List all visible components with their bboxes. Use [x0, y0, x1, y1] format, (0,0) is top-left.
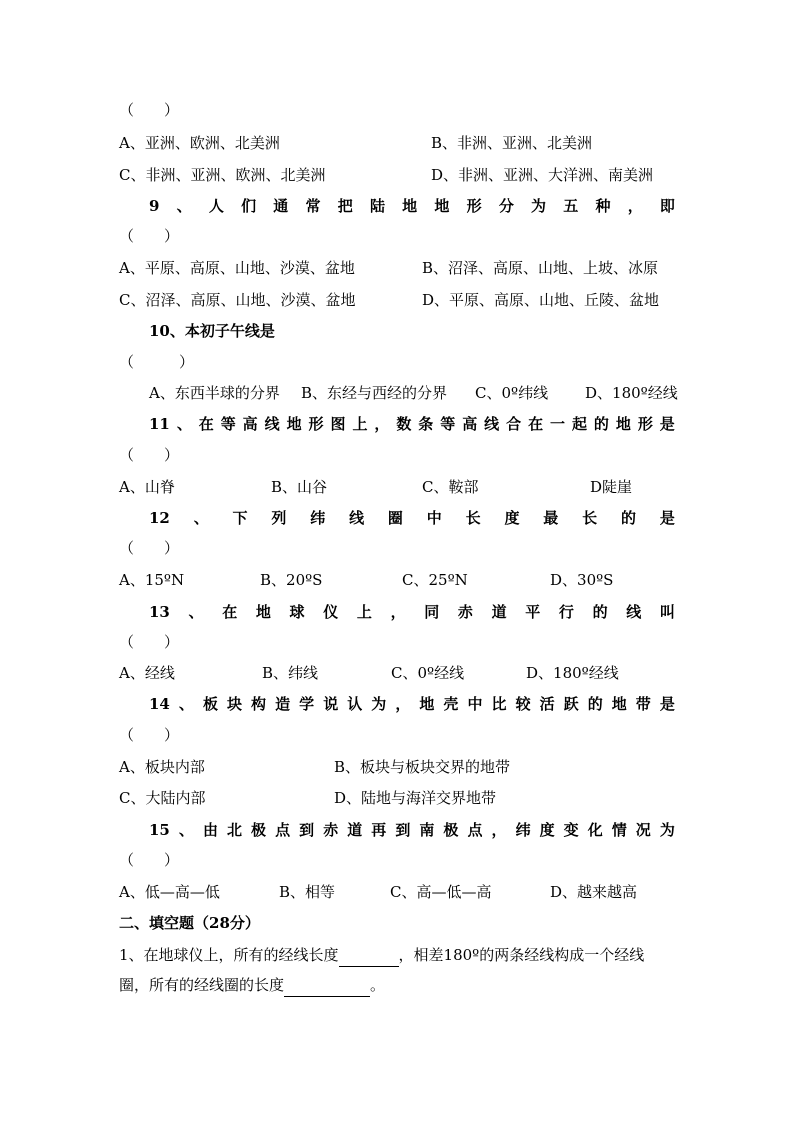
stem-char: 地 — [255, 603, 271, 621]
stem-char: 形 — [637, 415, 653, 433]
stem-char: 板 — [202, 695, 218, 713]
stem-char: 12 — [149, 509, 170, 527]
stem-char: 造 — [275, 695, 291, 713]
stem-char: 的 — [587, 695, 603, 713]
stem-char: 15 — [149, 821, 170, 839]
q10-stem: 10、本初子午线是 — [149, 322, 275, 340]
stem-char: 变 — [563, 821, 579, 839]
stem-char: 说 — [323, 695, 339, 713]
stem-char: 中 — [426, 509, 442, 527]
q9-answer-paren: （ ） — [119, 227, 180, 245]
stem-char: 赤 — [457, 603, 473, 621]
fill-q1-line-2 — [119, 973, 675, 997]
stem-char: 、 — [193, 509, 209, 527]
stem-char: 北 — [227, 821, 243, 839]
stem-char: 高 — [462, 415, 478, 433]
stem-char: 情 — [611, 821, 627, 839]
stem-char: 比 — [491, 695, 507, 713]
stem-char: 下 — [232, 509, 248, 527]
stem-char: 中 — [467, 695, 483, 713]
q15-stem — [149, 818, 675, 842]
stem-char: 壳 — [443, 695, 459, 713]
stem-char: 认 — [347, 695, 363, 713]
stem-char: 、 — [188, 603, 204, 621]
q9-options-row-1 — [119, 256, 675, 280]
q15-option-a: A、低—高—低 — [119, 883, 220, 901]
q10-options-row — [149, 381, 678, 405]
stem-char: 、 — [176, 415, 192, 433]
q14-option-c: C、大陆内部 — [119, 789, 206, 807]
stem-char: 为 — [659, 821, 675, 839]
stem-char: 道 — [347, 821, 363, 839]
q8-option-a: A、亚洲、欧洲、北美洲 — [119, 134, 280, 152]
q14-option-a: A、板块内部 — [119, 758, 205, 776]
stem-char: 们 — [241, 197, 257, 215]
fill-q1-text-1: 1、在地球仪上，所有的经线长度 — [119, 946, 339, 964]
q14-option-b: B、板块与板块交界的地带 — [334, 758, 511, 776]
q9-option-a: A、平原、高原、山地、沙漠、盆地 — [119, 259, 355, 277]
q13-option-c: C、0º经线 — [391, 664, 465, 682]
stem-char: 在 — [198, 415, 214, 433]
q15-option-c: C、高—低—高 — [390, 883, 492, 901]
q10-option-b: B、东经与西经的分界 — [301, 384, 448, 402]
q13-option-a: A、经线 — [119, 664, 175, 682]
stem-char: 在 — [528, 415, 544, 433]
stem-char: 的 — [620, 509, 636, 527]
q8-option-c: C、非洲、亚洲、欧洲、北美洲 — [119, 166, 326, 184]
q12-options-row — [119, 568, 675, 592]
stem-char: 、 — [178, 695, 194, 713]
q11-option-c: C、鞍部 — [422, 478, 479, 496]
q8-options-row-2 — [119, 163, 675, 187]
stem-char: 高 — [242, 415, 258, 433]
q14-option-d: D、陆地与海洋交界地带 — [334, 789, 497, 807]
q12-option-c: C、25ºN — [402, 571, 468, 589]
stem-char: 行 — [558, 603, 574, 621]
stem-char: ， — [390, 603, 406, 621]
stem-char: 长 — [465, 509, 481, 527]
q10-option-a: A、东西半球的分界 — [149, 384, 280, 402]
stem-char: 上 — [352, 415, 368, 433]
stem-char: 构 — [251, 695, 267, 713]
q13-option-d: D、180º经线 — [526, 664, 619, 682]
stem-char: 列 — [271, 509, 287, 527]
stem-char: 数 — [396, 415, 412, 433]
q9-option-b: B、沼泽、高原、山地、上坡、冰原 — [422, 259, 659, 277]
q15-options-row — [119, 880, 675, 904]
stem-char: 道 — [491, 603, 507, 621]
stem-char: 化 — [587, 821, 603, 839]
q14-answer-paren: （ ） — [119, 726, 180, 744]
q11-option-d: D陡崖 — [590, 478, 633, 496]
stem-char: 点 — [467, 821, 483, 839]
stem-char: 地 — [615, 415, 631, 433]
section-2-heading: 二、填空题（28分） — [119, 914, 260, 932]
fill-q1-text-2: ，相差180º的两条经线构成一个经线 — [398, 946, 645, 964]
stem-char: 最 — [543, 509, 559, 527]
stem-char: 即 — [659, 197, 675, 215]
stem-char: 线 — [349, 509, 365, 527]
q14-stem — [149, 692, 675, 716]
q10-option-c: C、0º纬线 — [475, 384, 549, 402]
stem-char: 图 — [330, 415, 346, 433]
stem-char: 形 — [466, 197, 482, 215]
q13-option-b: B、纬线 — [262, 664, 319, 682]
stem-char: 由 — [202, 821, 218, 839]
stem-char: 再 — [371, 821, 387, 839]
stem-char: 极 — [251, 821, 267, 839]
stem-char: 人 — [208, 197, 224, 215]
q8-option-d: D、非洲、亚洲、大洋洲、南美洲 — [431, 166, 654, 184]
stem-char: 形 — [308, 415, 324, 433]
stem-char: ， — [491, 821, 507, 839]
stem-char: 度 — [539, 821, 555, 839]
stem-char: 线 — [626, 603, 642, 621]
stem-char: 把 — [337, 197, 353, 215]
q9-stem — [149, 194, 675, 218]
q8-answer-paren: （ ） — [119, 101, 180, 119]
stem-char: 、 — [178, 821, 194, 839]
stem-char: 线 — [264, 415, 280, 433]
stem-char: 、 — [176, 197, 192, 215]
stem-char: 条 — [418, 415, 434, 433]
stem-char: 是 — [659, 415, 675, 433]
stem-char: 是 — [659, 695, 675, 713]
stem-char: 陆 — [369, 197, 385, 215]
fill-q1-line-1 — [119, 943, 675, 967]
q11-option-a: A、山脊 — [119, 478, 175, 496]
fill-q1-blank-1[interactable] — [339, 948, 399, 967]
stem-char: 到 — [299, 821, 315, 839]
stem-char: ， — [627, 197, 643, 215]
stem-char: 地 — [402, 197, 418, 215]
q12-stem — [149, 506, 675, 530]
stem-char: 极 — [443, 821, 459, 839]
stem-char: 为 — [371, 695, 387, 713]
stem-char: 在 — [222, 603, 238, 621]
q12-option-a: A、15ºN — [119, 571, 185, 589]
q11-options-row — [119, 475, 675, 499]
q12-option-b: B、20ºS — [260, 571, 323, 589]
q15-answer-paren: （ ） — [119, 851, 180, 869]
stem-char: 圈 — [387, 509, 403, 527]
stem-char: 仪 — [323, 603, 339, 621]
stem-char: 长 — [582, 509, 598, 527]
q14-options-row-1 — [119, 755, 675, 779]
stem-char: 上 — [356, 603, 372, 621]
stem-char: 赤 — [323, 821, 339, 839]
q10-answer-paren: （ ） — [119, 353, 195, 371]
fill-q1-text-3: 圈，所有的经线圈的长度 — [119, 976, 285, 994]
stem-char: 的 — [592, 603, 608, 621]
stem-char: 纬 — [310, 509, 326, 527]
stem-char: 平 — [525, 603, 541, 621]
stem-char: 同 — [424, 603, 440, 621]
stem-char: 一 — [550, 415, 566, 433]
q11-option-b: B、山谷 — [271, 478, 328, 496]
fill-q1-blank-2[interactable] — [284, 978, 370, 997]
q9-option-d: D、平原、高原、山地、丘陵、盆地 — [422, 291, 660, 309]
q11-answer-paren: （ ） — [119, 446, 180, 464]
stem-char: 常 — [305, 197, 321, 215]
q11-stem — [149, 412, 675, 436]
stem-char: 况 — [635, 821, 651, 839]
stem-char: 等 — [440, 415, 456, 433]
stem-char: 较 — [515, 695, 531, 713]
stem-char: 等 — [220, 415, 236, 433]
stem-char: 为 — [531, 197, 547, 215]
stem-char: 是 — [659, 509, 675, 527]
stem-char: 种 — [595, 197, 611, 215]
stem-char: 通 — [273, 197, 289, 215]
fill-q1-text-4: 。 — [370, 976, 386, 994]
stem-char: 块 — [227, 695, 243, 713]
stem-char: 14 — [149, 695, 170, 713]
stem-char: 11 — [149, 415, 170, 433]
q8-options-row-1 — [119, 131, 675, 155]
q12-option-d: D、30ºS — [550, 571, 614, 589]
stem-char: 纬 — [515, 821, 531, 839]
stem-char: 学 — [299, 695, 315, 713]
stem-char: 地 — [434, 197, 450, 215]
stem-char: 9 — [149, 197, 160, 215]
q13-stem — [149, 600, 675, 624]
stem-char: 地 — [611, 695, 627, 713]
q13-options-row — [119, 661, 675, 685]
q13-answer-paren: （ ） — [119, 633, 180, 651]
q15-option-d: D、越来越高 — [550, 883, 638, 901]
q14-options-row-2 — [119, 786, 675, 810]
stem-char: 起 — [571, 415, 587, 433]
stem-char: 球 — [289, 603, 305, 621]
q15-option-b: B、相等 — [279, 883, 336, 901]
q10-option-d: D、180º经线 — [585, 384, 678, 402]
stem-char: 到 — [395, 821, 411, 839]
stem-char: 叫 — [659, 603, 675, 621]
stem-char: ， — [374, 415, 390, 433]
q9-option-c: C、沼泽、高原、山地、沙漠、盆地 — [119, 291, 356, 309]
stem-char: 的 — [593, 415, 609, 433]
stem-char: 五 — [563, 197, 579, 215]
q12-answer-paren: （ ） — [119, 539, 180, 557]
stem-char: 南 — [419, 821, 435, 839]
q8-option-b: B、非洲、亚洲、北美洲 — [431, 134, 593, 152]
stem-char: 13 — [149, 603, 170, 621]
q9-options-row-2 — [119, 288, 675, 312]
stem-char: 带 — [635, 695, 651, 713]
stem-char: 地 — [286, 415, 302, 433]
stem-char: 地 — [419, 695, 435, 713]
stem-char: 点 — [275, 821, 291, 839]
stem-char: 线 — [484, 415, 500, 433]
stem-char: 分 — [498, 197, 514, 215]
stem-char: 活 — [539, 695, 555, 713]
stem-char: 合 — [506, 415, 522, 433]
stem-char: ， — [395, 695, 411, 713]
stem-char: 跃 — [563, 695, 579, 713]
stem-char: 度 — [504, 509, 520, 527]
